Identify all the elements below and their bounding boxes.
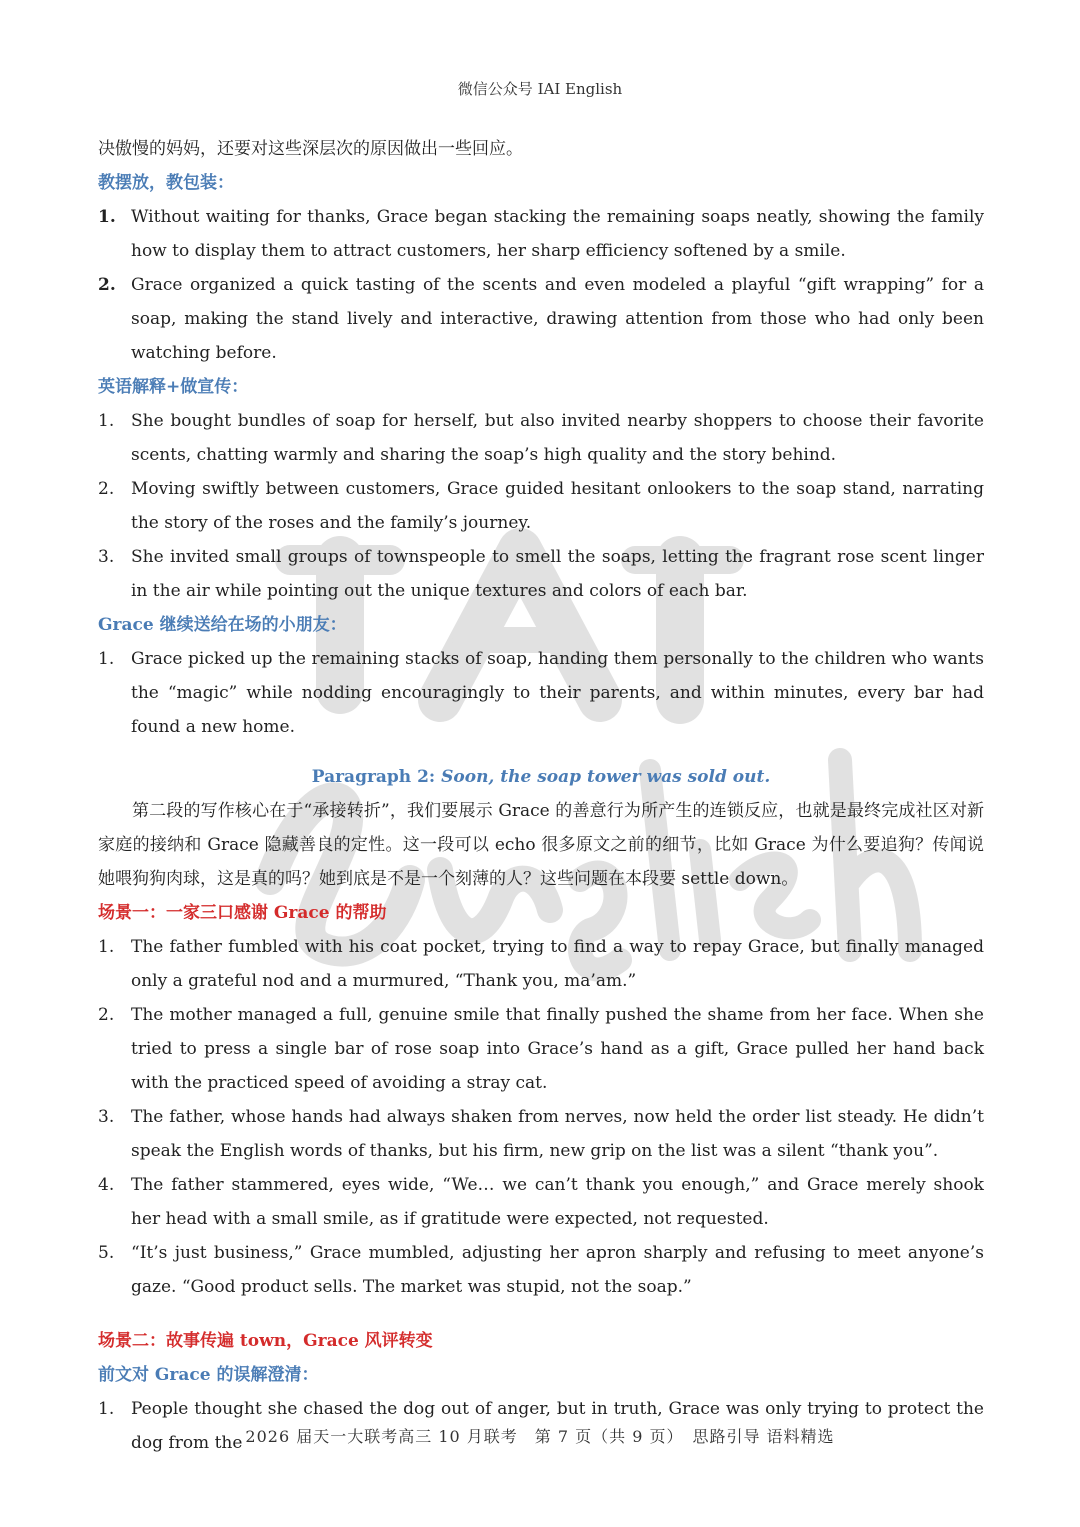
item-number: 1. xyxy=(98,937,115,957)
item-number: 5. xyxy=(98,1243,115,1263)
item-text: She bought bundles of soap for herself, but also invited nearby shoppers to choose their favorite scents, chatting warmly and sharing the soap’s high quality and the story behind. xyxy=(131,411,984,465)
section-display-list xyxy=(98,200,984,370)
item-text: The father stammered, eyes wide, “We… we can’t thank you enough,” and Grace merely shook her head with a small smile, as if gratitude were expected, not requested. xyxy=(131,1175,984,1229)
item-text: People thought she chased the dog out of anger, but in truth, Grace was only trying to protect the dog from the xyxy=(131,1399,984,1453)
item-number: 3. xyxy=(98,547,115,567)
list-item xyxy=(98,1236,984,1304)
item-number: 1. xyxy=(98,1399,115,1419)
section-display-heading: 教摆放，教包装： xyxy=(98,173,234,193)
section-promote-list xyxy=(98,404,984,608)
item-text: The father, whose hands had always shaken from nerves, now held the order list steady. He didn’t speak the English words of thanks, but his firm, new grip on the list was a silent “thank you”. xyxy=(131,1107,984,1161)
item-text: She invited small groups of townspeople to smell the soaps, letting the fragrant rose scent linger in the air while pointing out the unique textures and colors of each bar. xyxy=(131,547,984,601)
scene1-list xyxy=(98,930,984,1304)
item-number: 3. xyxy=(98,1107,115,1127)
page-footer: 2026 届天一大联考高三 10 月联考 第 7 页（共 9 页） 思路引导 语料精选 xyxy=(245,1427,835,1446)
list-item xyxy=(98,404,984,472)
list-item xyxy=(98,642,984,744)
section-promote-heading: 英语解释+做宣传： xyxy=(98,377,249,397)
section-children-list xyxy=(98,642,984,744)
item-text: Moving swiftly between customers, Grace guided hesitant onlookers to the soap stand, narrating the story of the roses and the family’s journey. xyxy=(131,479,984,533)
item-number: 2. xyxy=(98,1005,115,1025)
paragraph2-analysis: 第二段的写作核心在于“承接转折”，我们要展示 Grace 的善意行为所产生的连锁反应，也就是最终完成社区对新家庭的接纳和 Grace 隐藏善良的定性。这一段可以 echo 很多原文之前的细节，比如 Grace 为什么要追狗？传闻说她喂狗狗肉球，这是真的吗？她到底是不是一个刻薄的人？这些问题在本段要 settle down。 xyxy=(98,801,984,889)
document-body xyxy=(98,132,984,1460)
page-header: 微信公众号 IAI English xyxy=(457,80,623,98)
item-text: Grace organized a quick tasting of the scents and even modeled a playful “gift wrapping” for a soap, making the stand lively and interactive, drawing attention from those who had only been watching before. xyxy=(131,275,984,363)
item-text: The father fumbled with his coat pocket, trying to find a way to repay Grace, but finally managed only a grateful nod and a murmured, “Thank you, ma’am.” xyxy=(131,937,984,991)
list-item xyxy=(98,472,984,540)
item-number: 2. xyxy=(98,275,116,295)
paragraph2-title xyxy=(98,760,984,794)
item-number: 1. xyxy=(98,649,115,669)
item-text: “It’s just business,” Grace mumbled, adjusting her apron sharply and refusing to meet anyone’s gaze. “Good product sells. The market was stupid, not the soap.” xyxy=(131,1243,984,1297)
section-children-heading: Grace 继续送给在场的小朋友： xyxy=(98,615,347,635)
intro-line: 决傲慢的妈妈，还要对这些深层次的原因做出一些回应。 xyxy=(98,139,523,159)
scene2-heading: 场景二：故事传遍 town，Grace 风评转变 xyxy=(98,1331,433,1351)
item-text: Grace picked up the remaining stacks of soap, handing them personally to the children who wants the “magic” while nodding encouragingly to their parents, and within minutes, every bar had found a new home. xyxy=(131,649,984,737)
list-item xyxy=(98,268,984,370)
item-number: 2. xyxy=(98,479,115,499)
item-number: 4. xyxy=(98,1175,115,1195)
list-item xyxy=(98,540,984,608)
list-item xyxy=(98,930,984,998)
paragraph2-label: Paragraph 2: xyxy=(311,767,442,787)
item-text: The mother managed a full, genuine smile that finally pushed the shame from her face. When she tried to press a single bar of rose soap into Grace’s hand as a gift, Grace pulled her hand back with the practiced speed of avoiding a stray cat. xyxy=(131,1005,984,1093)
scene2-subheading: 前文对 Grace 的误解澄清： xyxy=(98,1365,319,1385)
paragraph2-sentence: Soon, the soap tower was sold out. xyxy=(441,767,771,787)
list-item xyxy=(98,998,984,1100)
list-item xyxy=(98,200,984,268)
item-text: Without waiting for thanks, Grace began stacking the remaining soaps neatly, showing the family how to display them to attract customers, her sharp efficiency softened by a smile. xyxy=(131,207,984,261)
list-item xyxy=(98,1100,984,1168)
scene1-heading: 场景一：一家三口感谢 Grace 的帮助 xyxy=(98,903,387,923)
list-item xyxy=(98,1168,984,1236)
item-number: 1. xyxy=(98,411,115,431)
item-number: 1. xyxy=(98,207,116,227)
